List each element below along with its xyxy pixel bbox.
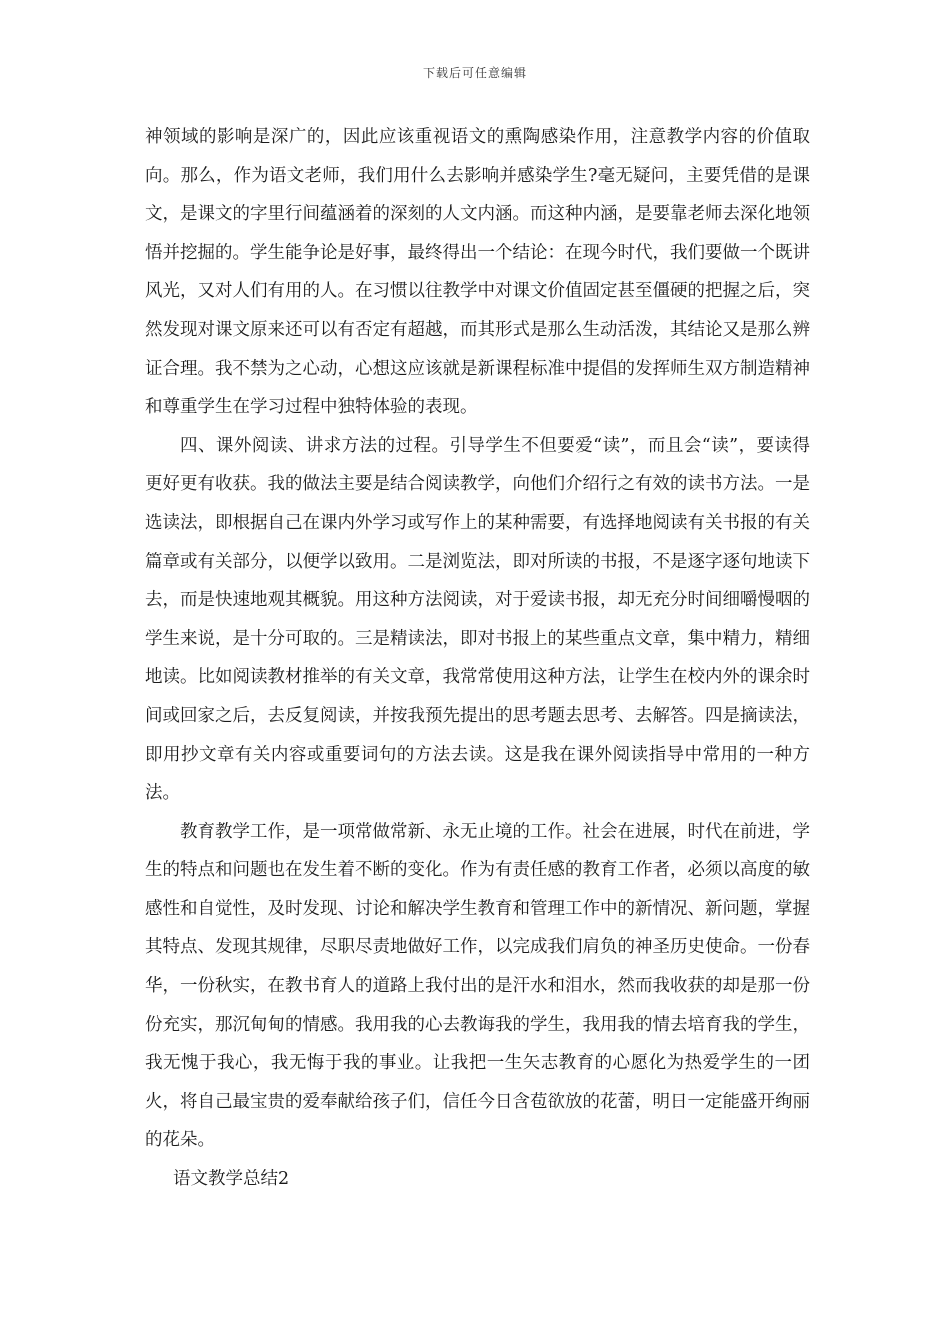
document-body <box>145 118 810 1199</box>
page-header: 下载后可任意编辑 <box>422 66 527 80</box>
paragraph-reading-methods: 四、课外阅读、讲求方法的过程。引导学生不但要爱“读”，而且会“读”，要读得更好更有收获。我的做法主要是结合阅读教学，向他们介绍行之有效的读书方法。一是选读法，即根据自己在课内外学习或写作上的某种需要，有选择地阅读有关书报的有关篇章或有关部分，以便学以致用。二是浏览法，即对所读的书报，不是逐字逐句地读下去，而是快速地观其概貌。用这种方法阅读，对于爱读书报，却无充分时间细嚼慢咽的学生来说，是十分可取的。三是精读法，即对书报上的某些重点文章，集中精力，精细地读。比如阅读教材推举的有关文章，我常常使用这种方法，让学生在校内外的课余时间或回家之后，去反复阅读，并按我预先提出的思考题去思考、去解答。四是摘读法，即用抄文章有关内容或重要词句的方法去读。这是我在课外阅读指导中常用的一种方法。 <box>145 435 810 804</box>
section-subtitle: 语文教学总结2 <box>173 1169 290 1190</box>
paragraph-continued: 神领域的影响是深广的，因此应该重视语文的熏陶感染作用，注意教学内容的价值取向。那么，作为语文老师，我们用什么去影响并感染学生?毫无疑问，主要凭借的是课文，是课文的字里行间蕴涵着的深刻的人文内涵。而这种内涵，是要靠老师去深化地领悟并挖掘的。学生能争论是好事，最终得出一个结论：在现今时代，我们要做一个既讲风光，又对人们有用的人。在习惯以往教学中对课文价值固定甚至僵硬的把握之后，突然发现对课文原来还可以有否定有超越，而其形式是那么生动活泼，其结论又是那么辨证合理。我不禁为之心动，心想这应该就是新课程标准中提倡的发挥师生双方制造精神和尊重学生在学习过程中独特体验的表现。 <box>145 127 810 418</box>
paragraph-teaching-work: 教育教学工作，是一项常做常新、永无止境的工作。社会在进展，时代在前进，学生的特点和问题也在发生着不断的变化。作为有责任感的教育工作者，必须以高度的敏感性和自觉性，及时发现、讨论和解决学生教育和管理工作中的新情况、新问题，掌握其特点、发现其规律，尽职尽责地做好工作，以完成我们肩负的神圣历史使命。一份春华，一份秋实，在教书育人的道路上我付出的是汗水和泪水，然而我收获的却是那一份份充实，那沉甸甸的情感。我用我的心去教诲我的学生，我用我的情去培育我的学生，我无愧于我心，我无悔于我的事业。让我把一生矢志教育的心愿化为热爱学生的一团火，将自己最宝贵的爱奉献给孩子们，信任今日含苞欲放的花蕾，明日一定能盛开绚丽的花朵。 <box>145 821 810 1151</box>
